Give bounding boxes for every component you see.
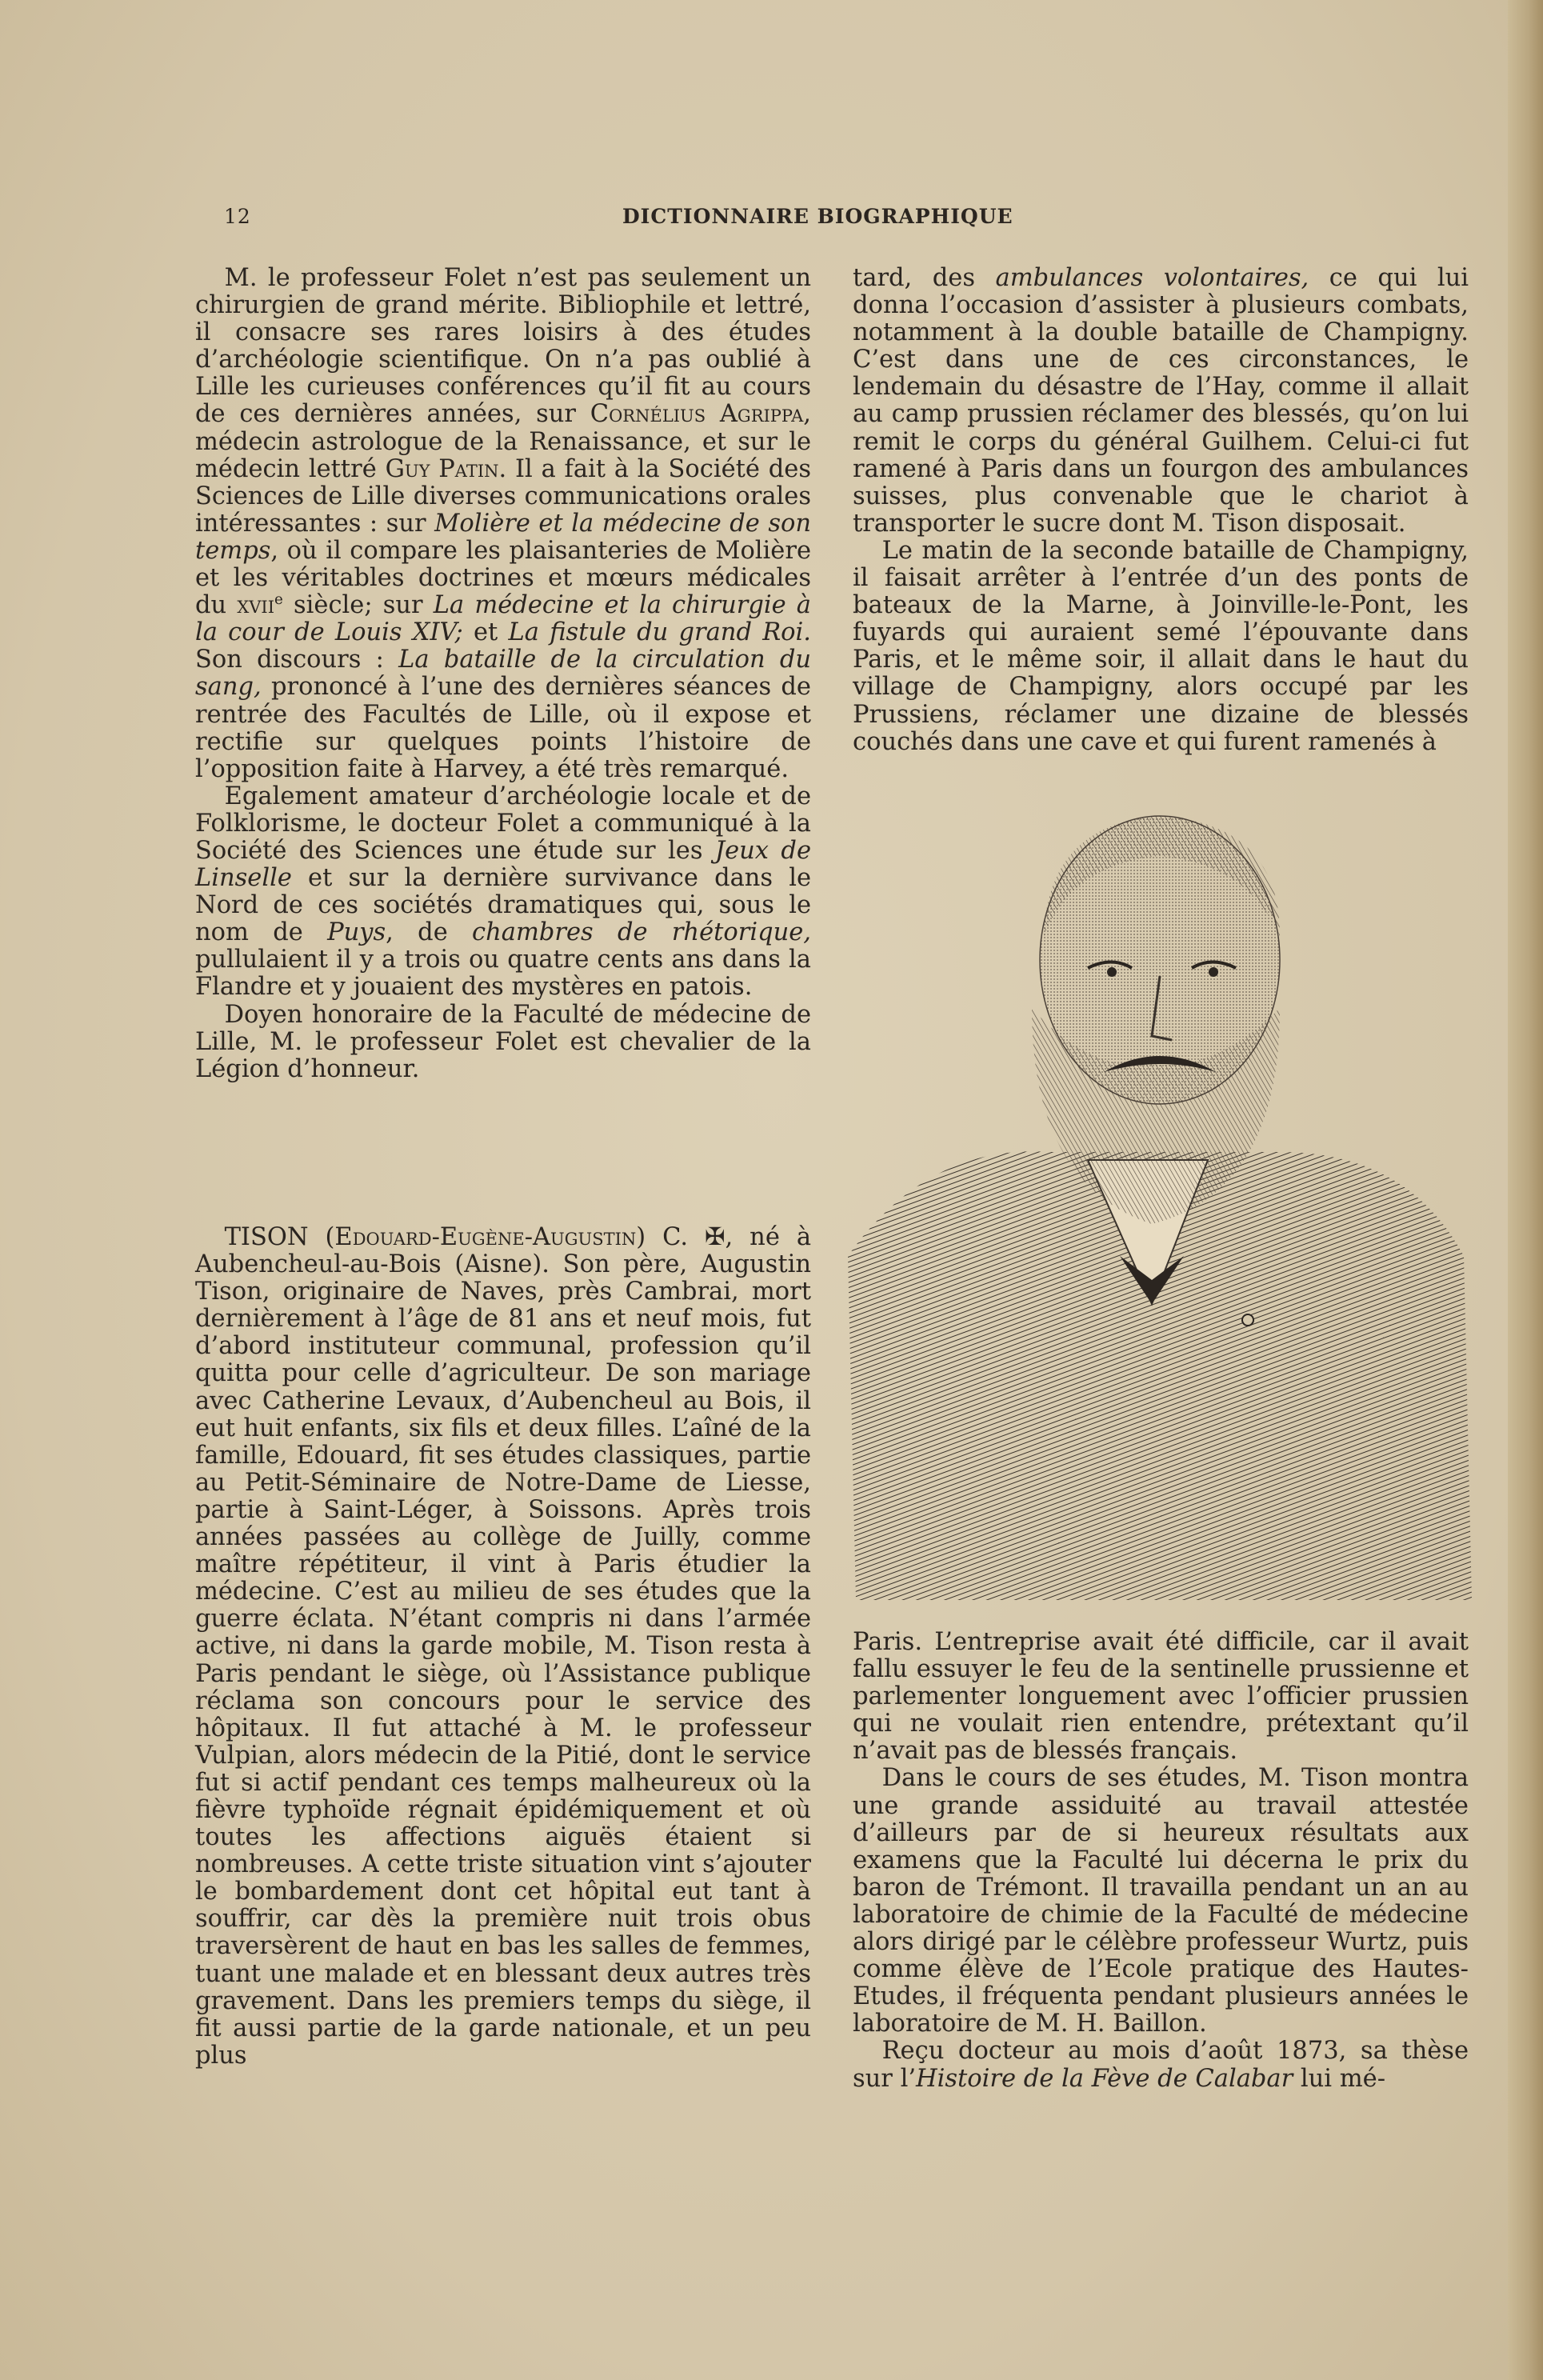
tison-entry-continued xyxy=(853,265,1469,756)
paragraph: Dans le cours de ses études, M. Tison montra une grande assiduité au travail attestée d’ailleurs par de si heureux résultats aux examens que la Faculté lui décerna le prix du baron de Trémont. Il travailla pendant un an au laboratoire de chimie de la Faculté de médecine alors dirigé par le célèbre professeur Wurtz, puis comme élève de l’Ecole pratique des Hautes-Etudes, il fréquenta pendant plusieurs années le laboratoire de M. H. Baillon. xyxy=(853,1764,1469,2038)
entry-name: TISON xyxy=(224,1223,309,1251)
folet-article xyxy=(195,265,811,1083)
tison-entry xyxy=(195,1224,811,2070)
page-edge xyxy=(1508,0,1543,2380)
tison-entry-continued-2 xyxy=(853,1629,1469,2093)
entry-paragraph: TISON (Edouard-Eugène-Augustin) C. ✠, né à Aubencheul-au-Bois (Aisne). Son père, Augustin Tison, originaire de Naves, près Cambrai, mort dernièrement à l’âge de 81 ans et neuf mois, fut d’abord instituteur communal, profession qu’il quitta pour celle d’agriculteur. De son mariage avec Catherine Levaux, d’Aubencheul au Bois, il eut huit enfants, six fils et deux filles. L’aîné de la famille, Edouard, fit ses études classiques, partie au Petit-Séminaire de Notre-Dame de Liesse, partie à Saint-Léger, à Soissons. Après trois années passées au collège de Juilly, comme maître répétiteur, il vint à Paris étudier la médecine. C’est au milieu de ses études que la guerre éclata. N’étant compris ni dans l’armée active, ni dans la garde mobile, M. Tison resta à Paris pendant le siège, où l’Assistance publique réclama son concours pour le service des hôpitaux. Il fut attaché à M. le professeur Vulpian, alors médecin de la Pitié, dont le service fut si actif pendant ces temps malheureux où la fièvre typhoïde régnait épidémiquement et où toutes les affections aiguës étaient si nombreuses. A cette triste situation vint s’ajouter le bombardement dont cet hôpital eut tant à souffrir, car dès la première nuit trois obus traversèrent de haut en bas les salles de femmes, tuant une malade et en blessant deux autres très gravement. Dans les premiers temps du siège, il fit aussi partie de la garde nationale, et un peu plus xyxy=(195,1223,811,2070)
page-number: 12 xyxy=(224,205,251,228)
portrait-engraving-icon xyxy=(832,808,1488,1608)
paragraph: Le matin de la seconde bataille de Champigny, il faisait arrêter à l’entrée d’un des ponts de bateaux de la Marne, à Joinville-le-Pont, les fuyards qui auraient semé l’épouvante dans Paris, et le même soir, il allait dans le haut du village de Champigny, alors occupé par les Prussiens, réclamer une dizaine de blessés couchés dans une cave et qui furent ramenés à xyxy=(853,536,1469,756)
paragraph: Reçu docteur au mois d’août 1873, sa thèse sur l’Histoire de la Fève de Calabar lui mé- xyxy=(853,2037,1469,2093)
page-header xyxy=(224,205,1480,237)
paragraph: M. le professeur Folet n’est pas seulement un chirurgien de grand mérite. Bibliophile et lettré, il consacre ses rares loisirs à des études d’archéologie scientifique. On n’a pas oublié à Lille les curieuses conférences qu’il fit au cours de ces dernières années, sur Cornélius Agrippa, médecin astrologue de la Renaissance, et sur le médecin lettré Guy Patin. Il a fait à la Société des Sciences de Lille diverses communications orales intéressantes : sur Molière et la médecine de son temps, où il compare les plaisanteries de Molière et les véritables doctrines et mœurs médicales du xvii$^e$ siècle; sur La médecine et la chirurgie à la cour de Louis XIV; et La fistule du grand Roi. Son discours : La bataille de la circulation du sang, prononcé à l’une des dernières séances de rentrée des Facultés de Lille, où il expose et rectifie sur quelques points l’histoire de l’opposition faite à Harvey, a été très remarqué. xyxy=(195,264,811,783)
paragraph: Doyen honoraire de la Faculté de médecine de Lille, M. le professeur Folet est chevalier de la Légion d’honneur. xyxy=(195,1000,811,1083)
paragraph: Paris. L’entreprise avait été difficile, car il avait fallu essuyer le feu de la sentinelle prussienne et parlementer longuement avec l’officier prussien qui ne voulait rien entendre, prétextant qu’il n’avait pas de blessés français. xyxy=(853,1628,1469,1766)
paragraph: Egalement amateur d’archéologie locale et de Folklorisme, le docteur Folet a communiqué à la Société des Sciences une étude sur les Jeux de Linselle et sur la dernière survivance dans le Nord de ces sociétés dramatiques qui, sous le nom de Puys, de chambres de rhétorique, pullulaient il y a trois ou quatre cents ans dans la Flandre et y jouaient des mystères en patois. xyxy=(195,782,811,1002)
running-title: DICTIONNAIRE BIOGRAPHIQUE xyxy=(622,205,1013,228)
entry-forenames: (Edouard-Eugène-Augustin) xyxy=(325,1223,646,1251)
paragraph: tard, des ambulances volontaires, ce qui lui donna l’occasion d’assister à plusieurs combats, notamment à la double bataille de Champigny. C’est dans une de ces circonstances, le lendemain du désastre de l’Hay, comme il allait au camp prussien réclamer des blessés, qu’on lui remit le corps du général Guilhem. Celui-ci fut ramené à Paris dans un fourgon des ambulances suisses, plus convenable que le chariot à transporter le sucre dont M. Tison disposait. xyxy=(853,264,1469,538)
